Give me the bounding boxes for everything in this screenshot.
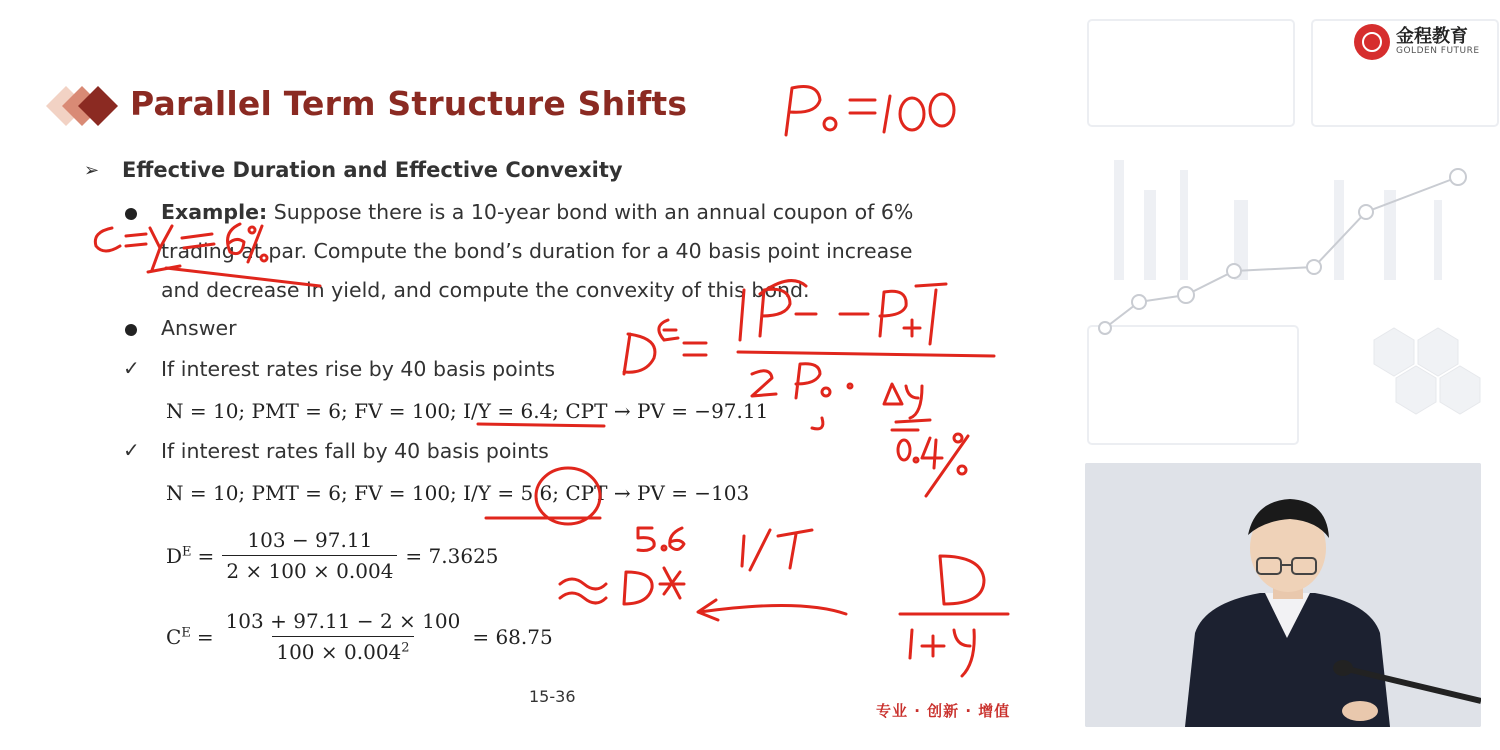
title-diamond-icon	[44, 84, 134, 128]
example-line-3: and decrease in yield, and compute the convexity of this bond.	[161, 278, 810, 302]
convexity-numerator: 103 + 97.11 − 2 × 100	[225, 609, 461, 633]
rise-calc: N = 10; PMT = 6; FV = 100; I/Y = 6.4; CPT → PV = −97.11	[166, 399, 769, 423]
rise-case-text: If interest rates rise by 40 basis points	[161, 357, 556, 381]
fall-calc: N = 10; PMT = 6; FV = 100; I/Y = 5.6; CPT → PV = −103	[166, 481, 750, 505]
presenter-figure	[1085, 463, 1481, 727]
duration-formula: $D^E$ = $\frac{103 - 97.11}{2 \times 100 \times 0.004}$ = 7.3625	[166, 528, 499, 583]
annotation-5.6-iy	[638, 528, 812, 570]
bullet-dot-icon	[125, 208, 137, 220]
company-logo	[1354, 24, 1480, 60]
convexity-fraction	[222, 609, 465, 664]
trend-line	[1105, 177, 1458, 328]
fall-case-text: If interest rates fall by 40 basis points	[161, 439, 549, 463]
example-line-2: trading at par. Compute the bond’s duration for a 40 basis point increase	[161, 239, 913, 263]
annotation-tick-small	[812, 418, 823, 429]
decorative-background	[1084, 0, 1500, 460]
logo-emblem-icon	[1354, 24, 1390, 60]
duration-denominator: 2 × 100 × 0.004	[222, 555, 397, 583]
duration-lhs: $D^E$	[166, 543, 192, 568]
underline-iy-6.4	[478, 424, 604, 426]
presenter-webcam	[1085, 463, 1481, 727]
duration-numerator: 103 − 97.11	[247, 528, 373, 552]
page-number: 15-36	[529, 687, 576, 706]
convexity-lhs: $C^E$	[166, 624, 191, 649]
convexity-result: = 68.75	[472, 624, 553, 649]
bullet-dot-icon	[125, 324, 137, 336]
example-label: Example:	[161, 200, 268, 224]
example-line-1: Suppose there is a 10-year bond with an annual coupon of 6%	[267, 200, 914, 224]
duration-result: = 7.3625	[405, 543, 499, 568]
answer-label: Answer	[161, 316, 237, 340]
annotation-approx-modified-duration	[560, 568, 684, 604]
logo-name-cn: 金程教育	[1396, 26, 1468, 47]
annotation-p0-equals-100	[786, 87, 954, 136]
check-icon: ✓	[123, 438, 140, 462]
annotation-0.4-percent	[892, 430, 968, 496]
convexity-denominator: $100 \times 0.004^2$	[272, 636, 413, 664]
check-icon: ✓	[123, 356, 140, 380]
sub-heading: Effective Duration and Effective Convexity	[122, 158, 623, 182]
convexity-formula: $C^E$ = $\frac{103 + 97.11 - 2 \times 100}{100 \times 0.004^2}$ = 68.75	[166, 609, 553, 664]
annotation-d-over-1-plus-y	[900, 556, 1008, 676]
example-paragraph	[161, 193, 1021, 310]
slide-title: Parallel Term Structure Shifts	[130, 84, 688, 123]
arrow-bullet-icon: ➢	[84, 160, 100, 181]
slogan: 专业 · 创新 · 增值	[876, 702, 1011, 720]
annotation-arrow	[698, 600, 846, 620]
duration-fraction	[222, 528, 397, 583]
logo-name-en: GOLDEN FUTURE	[1396, 46, 1480, 56]
